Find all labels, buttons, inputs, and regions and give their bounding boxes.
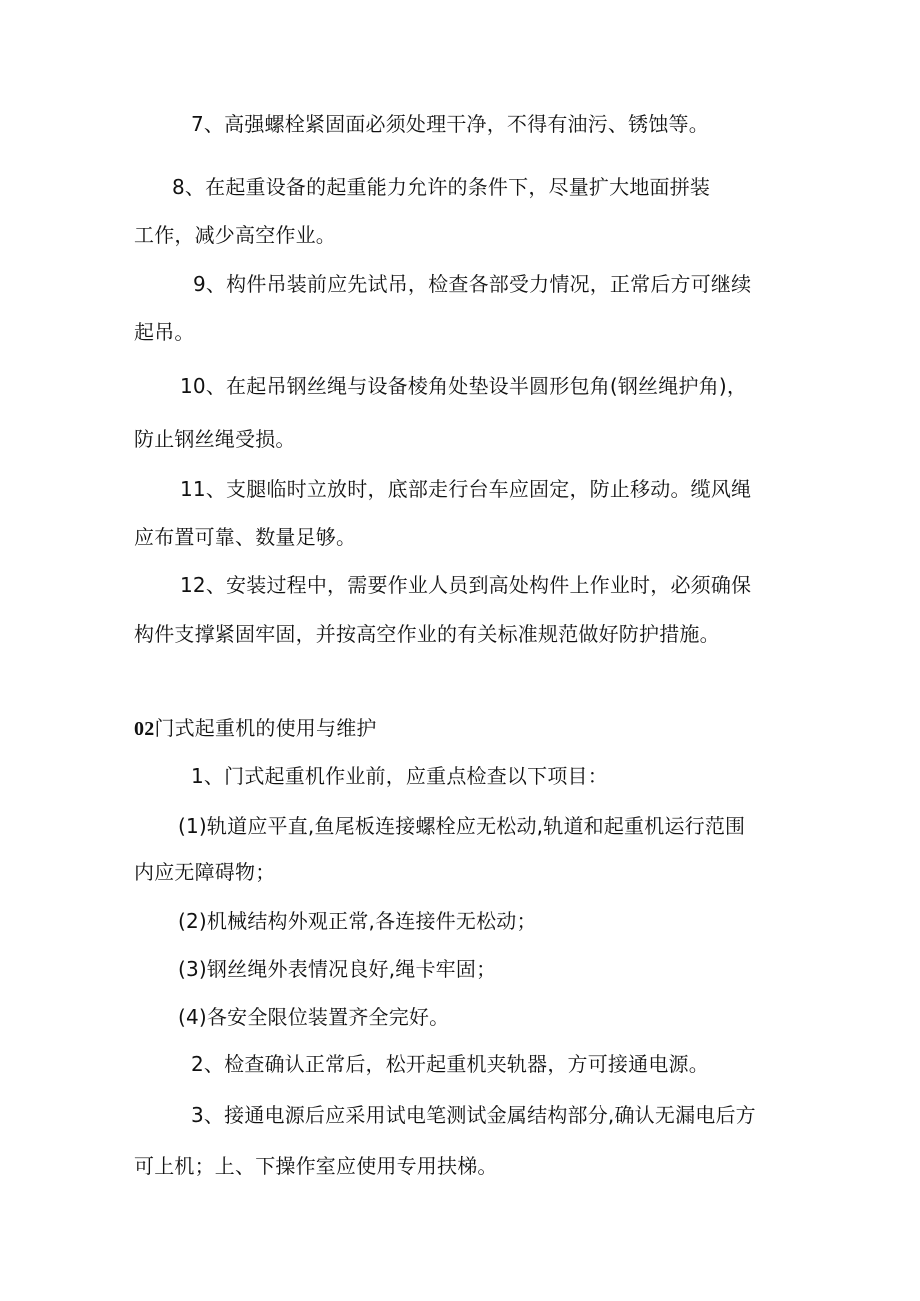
paragraph-item-9-line1: 9、构件吊装前应先试吊，检查各部受力情况，正常后方可继续 — [193, 272, 752, 296]
section-item-1: 1、门式起重机作业前，应重点检查以下项目： — [191, 764, 608, 788]
check-item-1-line2: 内应无障碍物； — [134, 860, 276, 884]
section-heading — [134, 714, 377, 743]
section-title: 门式起重机的使用与维护 — [154, 716, 377, 740]
check-item-1-line1: (1)轨道应平直,鱼尾板连接螺栓应无松动,轨道和起重机运行范围 — [178, 814, 746, 838]
section-number: 02 — [134, 718, 155, 740]
check-item-4: (4)各安全限位装置齐全完好。 — [178, 1005, 450, 1029]
paragraph-item-12-line2: 构件支撑紧固牢固，并按高空作业的有关标准规范做好防护措施。 — [134, 622, 720, 646]
paragraph-item-11-line1: 11、支腿临时立放时，底部走行台车应固定，防止移动。缆风绳 — [180, 477, 752, 501]
check-item-3: (3)钢丝绳外表情况良好,绳卡牢固； — [178, 957, 497, 981]
paragraph-item-10-line2: 防止钢丝绳受损。 — [134, 427, 296, 451]
section-item-3-line2: 可上机；上、下操作室应使用专用扶梯。 — [134, 1154, 498, 1178]
paragraph-item-7: 7、高强螺栓紧固面必须处理干净，不得有油污、锈蚀等。 — [191, 112, 709, 136]
check-item-2: (2)机械结构外观正常,各连接件无松动； — [178, 909, 537, 933]
paragraph-item-9-line2: 起吊。 — [134, 320, 195, 344]
paragraph-item-12-line1: 12、安装过程中，需要作业人员到高处构件上作业时，必须确保 — [180, 573, 752, 597]
paragraph-item-8-line1: 8、在起重设备的起重能力允许的条件下，尽量扩大地面拼装 — [172, 175, 711, 199]
paragraph-item-10-line1: 10、在起吊钢丝绳与设备棱角处垫设半圆形包角(钢丝绳护角)， — [180, 374, 748, 398]
section-item-2: 2、检查确认正常后，松开起重机夹轨器，方可接通电源。 — [191, 1052, 709, 1076]
paragraph-item-8-line2: 工作，减少高空作业。 — [134, 223, 336, 247]
section-item-3-line1: 3、接通电源后应采用试电笔测试金属结构部分,确认无漏电后方 — [191, 1103, 756, 1127]
paragraph-item-11-line2: 应布置可靠、数量足够。 — [134, 525, 357, 549]
